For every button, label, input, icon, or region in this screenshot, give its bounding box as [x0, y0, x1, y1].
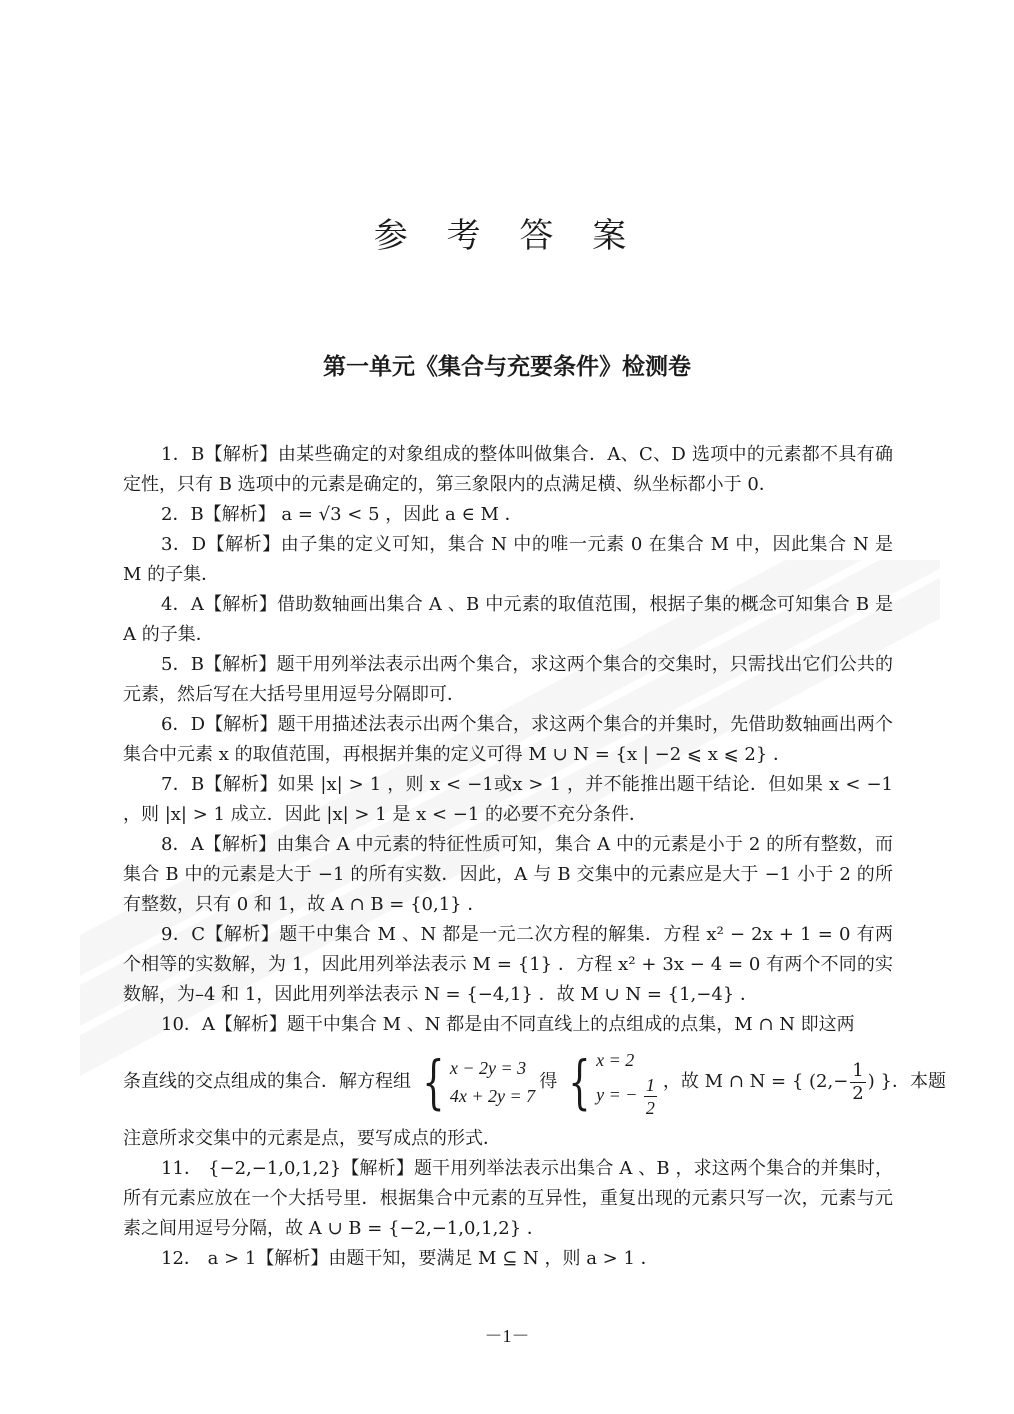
answer-7: 7．B【解析】如果 |x| > 1 ，则 x < −1或x > 1 ，并不能推出题干结论．但如果 x < −1 ，则 |x| > 1 成立．因此 |x| > 1 是 x < −1 的必要不充分条件．: [123, 774, 893, 825]
fraction-numerator: 1: [645, 1074, 655, 1095]
fraction-numerator: 1: [852, 1059, 864, 1081]
answer-8: 8．A【解析】由集合 A 中元素的特征性质可知，集合 A 中的元素是小于 2 的所有整数，而集合 B 中的元素是大于 −1 的所有实数．因此，A 与 B 交集中的元素应是大于 −1 小于 2 的所有整数，只有 0 和 1，故 A ∩ B = {0,1} ．: [123, 834, 893, 915]
answer-12: 12． a > 1【解析】由题干知，要满足 M ⊆ N ，则 a > 1 ．: [161, 1248, 659, 1269]
answer-3: 3．D【解析】由子集的定义可知，集合 N 中的唯一元素 0 在集合 M 中，因此集合 N 是 M 的子集．: [123, 534, 893, 585]
answer-content: [123, 440, 946, 1274]
fraction: [644, 1074, 657, 1119]
answer-10-before: 条直线的交点组成的集合．解方程组: [123, 1071, 411, 1092]
answer-9: 9．C【解析】题干中集合 M 、N 都是一元二次方程的解集．方程 x² − 2x + 1 = 0 有两个相等的实数解，为 1，因此用列举法表示 M = {1} ．方程 x² + 3x − 4 = 0 有两个不同的实数解，为–4 和 1，因此用列举法表示 N = {−4,1} ．故 M ∪ N = {1,−4} ．: [123, 924, 893, 1005]
equation-system: [415, 1048, 536, 1116]
equation-2: 4x + 2y = 7: [449, 1086, 536, 1106]
answer-10: [123, 1010, 946, 1154]
answer-10-line1: 10．A【解析】题干中集合 M 、N 都是由不同直线上的点组成的点集，M ∩ N 即这两: [161, 1014, 855, 1035]
fraction-denominator: 2: [852, 1082, 864, 1104]
answer-6: 6．D【解析】题干用描述法表示出两个集合，求这两个集合的并集时，先借助数轴画出两个集合中元素 x 的取值范围，再根据并集的定义可得 M ∪ N = {x | −2 ⩽ x ⩽ 2} ．: [123, 714, 893, 765]
page-number: －1－: [484, 1326, 530, 1346]
answer-5: 5．B【解析】题干用列举法表示出两个集合，求这两个集合的交集时，只需找出它们公共的元素，然后写在大括号里用逗号分隔即可．: [123, 654, 893, 705]
left-brace-icon: {: [422, 1048, 445, 1116]
answer-11: 11． {−2,−1,0,1,2}【解析】题干用列举法表示出集合 A 、B ，求这两个集合的并集时，所有元素应放在一个大括号里．根据集合中元素的互异性，重复出现的元素只写一次，元素与元素之间用逗号分隔，故 A ∪ B = {−2,−1,0,1,2} ．: [123, 1158, 893, 1239]
answer-2: 2．B【解析】 a = √3 < 5 ，因此 a ∈ M ．: [161, 504, 523, 525]
fraction-denominator: 2: [645, 1097, 655, 1118]
unit-title: 第一单元《集合与充要条件》检测卷: [323, 354, 691, 380]
answer-10-mid: ，故 M ∩ N = { (2,−: [662, 1071, 849, 1092]
solution-1: x = 2: [596, 1049, 635, 1070]
answer-1: 1．B【解析】由某些确定的对象组成的整体叫做集合．A、C、D 选项中的元素都不具有确定性，只有 B 选项中的元素是确定的，第三象限内的点满足横、纵坐标都小于 0．: [123, 444, 893, 495]
answer-10-system-row: [123, 1040, 946, 1124]
answer-10-after: ) }．本题: [867, 1071, 946, 1092]
answer-4: 4．A【解析】借助数轴画出集合 A 、B 中元素的取值范围，根据子集的概念可知集合 B 是 A 的子集．: [123, 594, 893, 645]
equation-1: x − 2y = 3: [449, 1058, 527, 1078]
answer-10-line3: 注意所求交集中的元素是点，要写成点的形式．: [123, 1128, 501, 1149]
left-brace-icon: {: [568, 1048, 591, 1116]
fraction: [850, 1060, 865, 1105]
answer-10-de: 得: [539, 1071, 558, 1092]
solution-2-prefix: y = −: [596, 1084, 638, 1105]
page-title: 参 考 答 案: [373, 216, 641, 256]
solution-system: [561, 1046, 659, 1119]
